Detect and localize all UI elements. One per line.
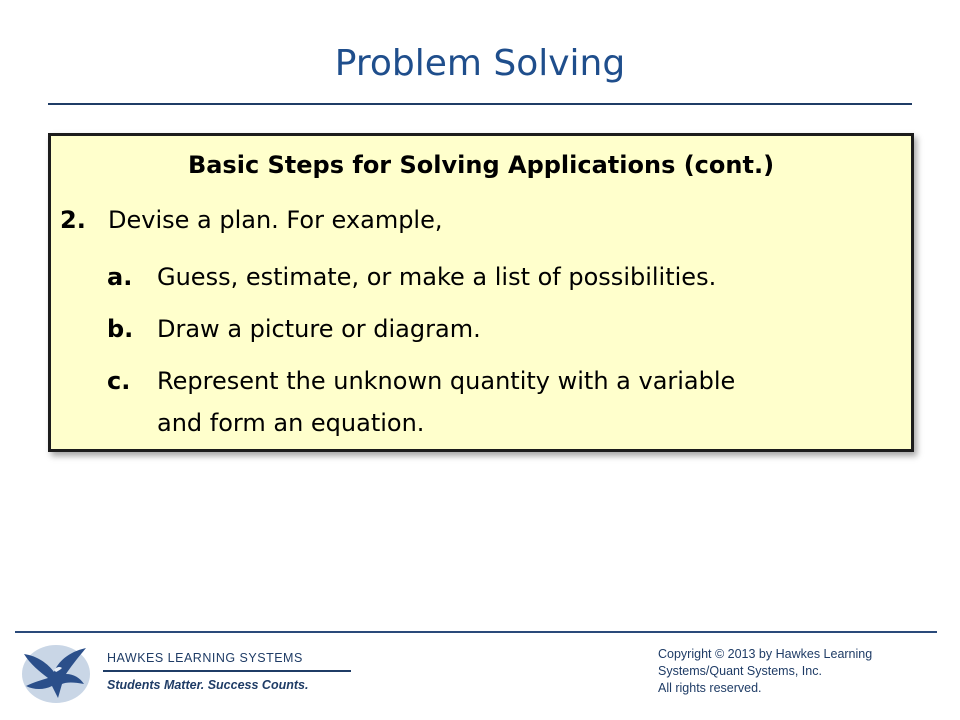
footer-divider bbox=[15, 631, 937, 633]
item-a-text: Guess, estimate, or make a list of possibilities. bbox=[157, 263, 717, 291]
item-c-marker: c. bbox=[107, 367, 131, 395]
title-divider bbox=[48, 103, 912, 105]
steps-box bbox=[48, 133, 914, 452]
copyright-line-2: Systems/Quant Systems, Inc. bbox=[658, 664, 822, 678]
company-underline bbox=[103, 670, 351, 672]
step-2-text: Devise a plan. For example, bbox=[108, 206, 443, 234]
item-b-text: Draw a picture or diagram. bbox=[157, 315, 481, 343]
item-b-marker: b. bbox=[107, 315, 134, 343]
item-a-marker: a. bbox=[107, 263, 133, 291]
item-c-text-line-2: and form an equation. bbox=[157, 409, 425, 437]
step-2-number: 2. bbox=[60, 206, 86, 234]
company-tagline: Students Matter. Success Counts. bbox=[107, 678, 309, 692]
slide-title: Problem Solving bbox=[334, 43, 626, 84]
eagle-logo-icon bbox=[18, 640, 92, 704]
copyright-line-3: All rights reserved. bbox=[658, 681, 762, 695]
copyright-line-1: Copyright © 2013 by Hawkes Learning bbox=[658, 647, 873, 661]
box-heading: Basic Steps for Solving Applications (cont.) bbox=[187, 151, 775, 179]
copyright-notice bbox=[658, 646, 948, 697]
company-name: HAWKES LEARNING SYSTEMS bbox=[107, 651, 303, 665]
item-c-text-line-1: Represent the unknown quantity with a variable bbox=[157, 367, 736, 395]
